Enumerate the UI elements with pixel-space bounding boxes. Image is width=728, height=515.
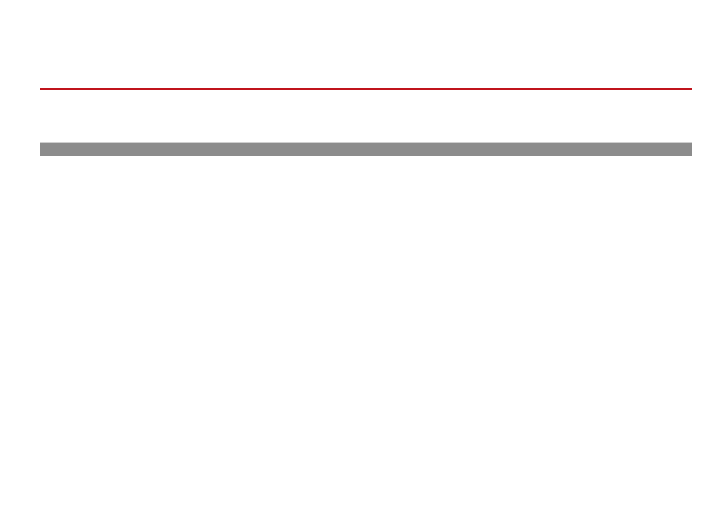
section-title bbox=[40, 145, 42, 154]
section-band bbox=[40, 143, 692, 156]
title-underline bbox=[40, 88, 692, 90]
